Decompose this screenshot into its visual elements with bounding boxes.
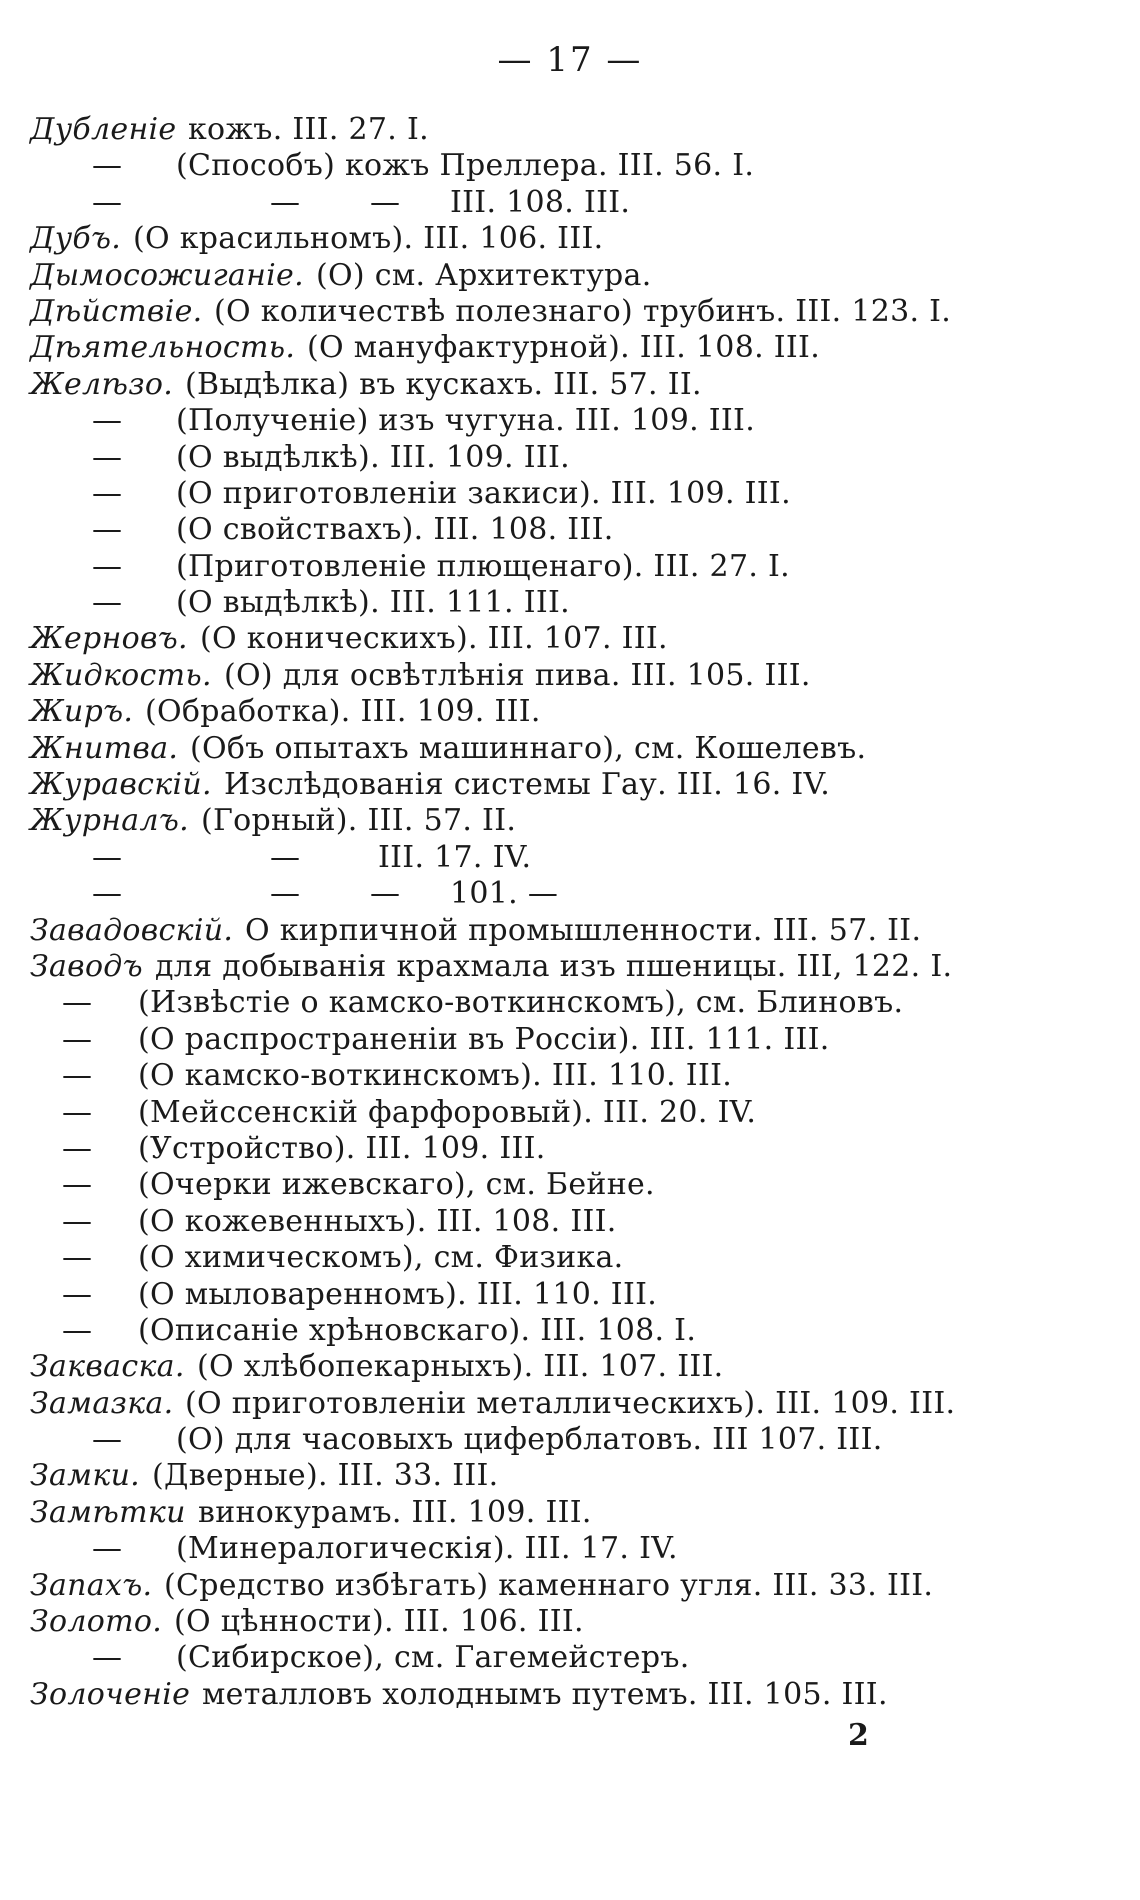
index-entry [0, 658, 1120, 694]
entry-heading: Запахъ. [30, 1567, 153, 1603]
index-entry [0, 476, 1120, 512]
index-entry [0, 1531, 1120, 1567]
index-entry [0, 330, 1120, 366]
ditto-dash: — [92, 548, 123, 584]
entry-heading: Дубленіе [30, 112, 177, 147]
index-entry [0, 1313, 1120, 1349]
entry-text: 101. — [450, 876, 559, 912]
index-entry [0, 185, 1120, 221]
entry-heading: Завадовскій. [30, 912, 234, 948]
entry-heading: Замки. [30, 1458, 141, 1494]
ditto-dash: — [370, 876, 401, 912]
entry-text: (О приготовленіи закиси). III. 109. III. [176, 475, 791, 511]
index-entry [0, 913, 1120, 949]
index-entry [0, 1131, 1120, 1167]
index-entry [0, 1495, 1120, 1531]
entry-text: (Способъ) кожъ Преллера. III. 56. I. [176, 148, 755, 184]
index-entry [0, 112, 1120, 148]
entry-text: (О) для освѣтлѣнія пива. III. 105. III. [224, 657, 811, 693]
entry-text: для добыванія крахмала изъ пшеницы. III, 122. I. [155, 948, 953, 984]
entry-heading: Закваска. [30, 1349, 185, 1385]
entry-heading: Дѣятельность. [30, 330, 296, 366]
entry-text: (Дверные). III. 33. III. [152, 1458, 499, 1494]
ditto-dash: — [62, 1276, 93, 1312]
entry-text: (О хлѣбопекарныхъ). III. 107. III. [197, 1349, 724, 1385]
entry-text: (Минералогическія). III. 17. IV. [176, 1531, 678, 1567]
ditto-dash: — [270, 184, 301, 220]
entry-text: металловъ холоднымъ путемъ. III. 105. III. [202, 1676, 888, 1712]
entry-text: (Приготовленіе плющенаго). III. 27. I. [176, 548, 790, 584]
index-entry [0, 694, 1120, 730]
entry-text: (Сибирское), см. Гагемейстеръ. [176, 1640, 690, 1676]
entry-text: Изслѣдованія системы Гау. III. 16. IV. [224, 767, 831, 803]
index-entry [0, 221, 1120, 257]
entry-text: (Обработка). III. 109. III. [145, 694, 541, 730]
ditto-dash: — [370, 184, 401, 220]
entry-text: (О коническихъ). III. 107. III. [200, 621, 668, 657]
index-entry [0, 1022, 1120, 1058]
entry-heading: Дѣйствіе. [30, 293, 203, 329]
entry-text: (О распространеніи въ Россіи). III. 111. III. [138, 1021, 830, 1057]
entry-heading: Жерновъ. [30, 621, 188, 657]
entry-text: (О) для часовыхъ циферблатовъ. III 107. III. [176, 1422, 883, 1458]
entry-text: (О выдѣлкѣ). III. 109. III. [176, 439, 570, 475]
entry-heading: Жнитва. [30, 730, 179, 766]
ditto-dash: — [62, 1167, 93, 1203]
ditto-dash: — [92, 403, 123, 439]
entry-text: винокурамъ. III. 109. III. [198, 1494, 592, 1530]
index-entry [0, 1058, 1120, 1094]
index-entry [0, 1167, 1120, 1203]
ditto-dash: — [92, 1422, 123, 1458]
entry-text: (Полученіе) изъ чугуна. III. 109. III. [176, 403, 756, 439]
entry-text: (О красильномъ). III. 106. III. [133, 221, 604, 257]
ditto-dash: — [62, 1021, 93, 1057]
ditto-dash: — [62, 1312, 93, 1348]
entry-text: (О приготовленіи металлическихъ). III. 109. III. [185, 1385, 956, 1421]
index-entry [0, 1277, 1120, 1313]
index-entry [0, 621, 1120, 657]
entry-text: (О химическомъ), см. Физика. [138, 1240, 624, 1276]
index-entry [0, 1458, 1120, 1494]
entry-text: III. 108. III. [450, 184, 631, 220]
index-entry [0, 440, 1120, 476]
index-entry [0, 367, 1120, 403]
index-entry [0, 840, 1120, 876]
index-entry [0, 258, 1120, 294]
entry-heading: Журналъ. [30, 803, 189, 839]
index-entry [0, 512, 1120, 548]
index-entry [0, 549, 1120, 585]
entry-text: (Мейссенскій фарфоровый). III. 20. IV. [138, 1094, 757, 1130]
ditto-dash: — [92, 148, 123, 184]
ditto-dash: — [92, 184, 123, 220]
entry-text: (Очерки ижевскаго), см. Бейне. [138, 1167, 655, 1203]
index-entry [0, 1677, 1120, 1713]
entry-text: (О мануфактурной). III. 108. III. [307, 330, 821, 366]
ditto-dash: — [62, 985, 93, 1021]
entry-text: (Выдѣлка) въ кускахъ. III. 57. II. [185, 366, 702, 402]
entry-text: (О кожевенныхъ). III. 108. III. [138, 1203, 617, 1239]
entry-text: кожъ. III. 27. I. [188, 112, 429, 147]
ditto-dash: — [62, 1058, 93, 1094]
entry-text: О кирпичной промышленности. III. 57. II. [245, 912, 922, 948]
entry-heading: Журавскій. [30, 767, 212, 803]
entry-heading: Жидкость. [30, 657, 212, 693]
index-entry [0, 585, 1120, 621]
entry-text: (Горный). III. 57. II. [201, 803, 517, 839]
ditto-dash: — [92, 439, 123, 475]
entry-heading: Желѣзо. [30, 366, 174, 402]
entry-heading: Жиръ. [30, 694, 134, 730]
entry-heading: Золото. [30, 1604, 163, 1640]
index-entry [0, 985, 1120, 1021]
ditto-dash: — [92, 512, 123, 548]
entry-heading: Замѣтки [30, 1494, 186, 1530]
index-entry [0, 803, 1120, 839]
index-entry [0, 876, 1120, 912]
entry-text: (О) см. Архитектура. [316, 257, 652, 293]
index-entry [0, 148, 1120, 184]
ditto-dash: — [92, 475, 123, 511]
index-entry [0, 1568, 1120, 1604]
index-entry [0, 1095, 1120, 1131]
index-entries [0, 112, 1120, 1713]
page-number: — 17 — [497, 40, 643, 80]
entry-text: (О камско-воткинскомъ). III. 110. III. [138, 1058, 733, 1094]
index-entry [0, 767, 1120, 803]
entry-text: (О цѣнности). III. 106. III. [174, 1604, 584, 1640]
entry-heading: Заводъ [30, 948, 143, 984]
index-entry [0, 949, 1120, 985]
ditto-dash: — [92, 1531, 123, 1567]
ditto-dash: — [62, 1240, 93, 1276]
entry-text: III. 17. IV. [378, 839, 532, 875]
index-entry [0, 1204, 1120, 1240]
ditto-dash: — [92, 585, 123, 621]
index-entry [0, 1422, 1120, 1458]
ditto-dash: — [62, 1203, 93, 1239]
entry-text: (Средство избѣгать) каменнаго угля. III. 33. III. [164, 1567, 934, 1603]
entry-text: (О мыловаренномъ). III. 110. III. [138, 1276, 658, 1312]
index-entry [0, 731, 1120, 767]
entry-text: (Устройство). III. 109. III. [138, 1130, 546, 1166]
entry-text: (О выдѣлкѣ). III. 111. III. [176, 585, 570, 621]
entry-heading: Замазка. [30, 1385, 174, 1421]
entry-text: (О количествѣ полезнаго) трубинъ. III. 123. I. [214, 293, 952, 329]
index-entry [0, 1349, 1120, 1385]
index-entry [0, 1640, 1120, 1676]
entry-text: (Извѣстіе о камско-воткинскомъ), см. Блиновъ. [138, 985, 904, 1021]
ditto-dash: — [270, 839, 301, 875]
ditto-dash: — [270, 876, 301, 912]
ditto-dash: — [62, 1094, 93, 1130]
sheet-signature: 2 [848, 1718, 869, 1753]
index-entry [0, 1604, 1120, 1640]
entry-text: (Объ опытахъ машиннаго), см. Кошелевъ. [190, 730, 867, 766]
index-entry [0, 1240, 1120, 1276]
index-entry [0, 403, 1120, 439]
entry-text: (Описаніе хрѣновскаго). III. 108. I. [138, 1312, 697, 1348]
ditto-dash: — [92, 1640, 123, 1676]
entry-heading: Дубъ. [30, 221, 122, 257]
ditto-dash: — [92, 876, 123, 912]
index-entry [0, 294, 1120, 330]
ditto-dash: — [62, 1130, 93, 1166]
index-entry [0, 1386, 1120, 1422]
entry-text: (О свойствахъ). III. 108. III. [176, 512, 614, 548]
entry-heading: Золоченіе [30, 1676, 191, 1712]
ditto-dash: — [92, 839, 123, 875]
entry-heading: Дымосожиганіе. [30, 257, 304, 293]
